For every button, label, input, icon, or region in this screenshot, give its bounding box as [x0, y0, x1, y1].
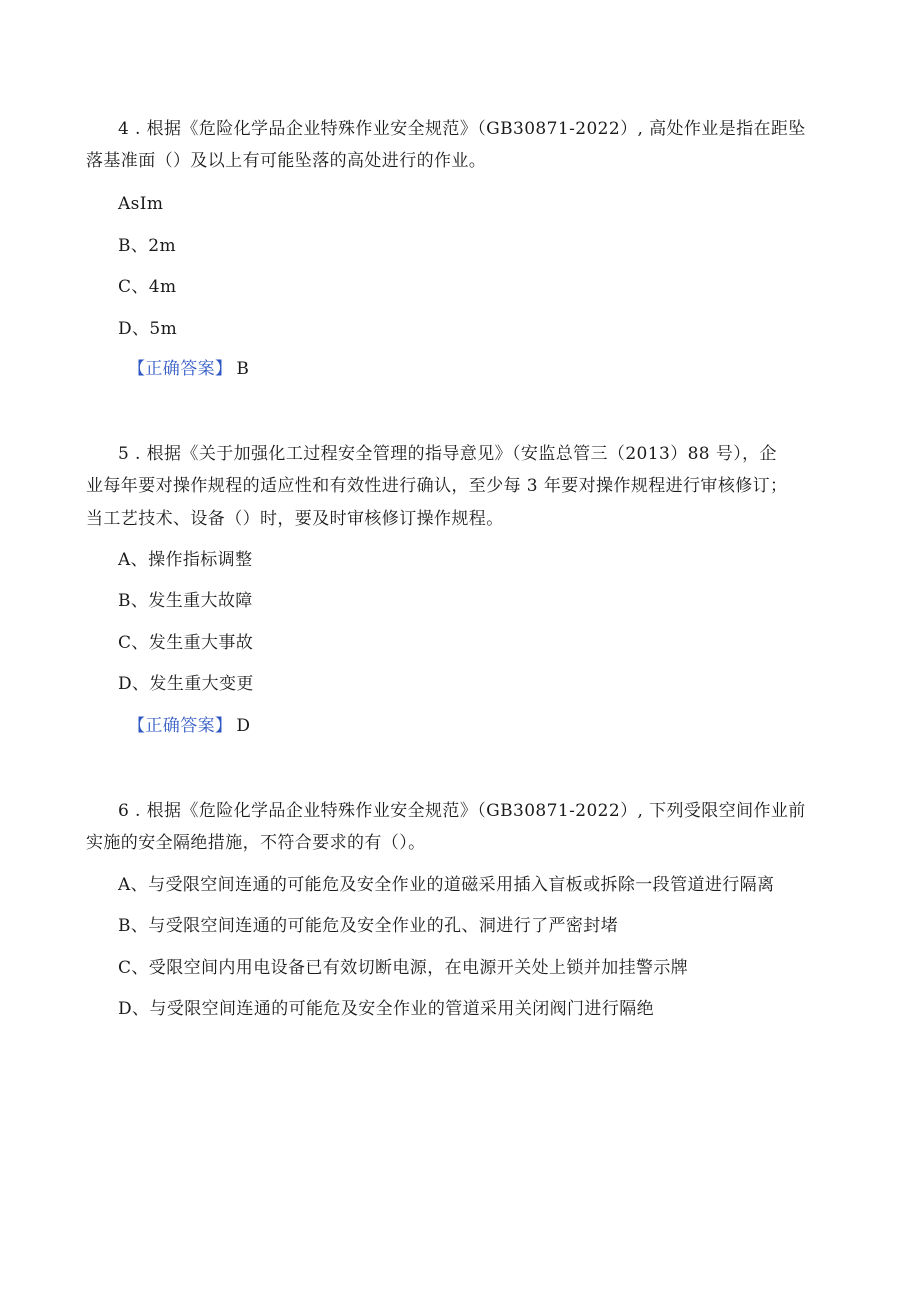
- q4-stem-line-1: 4 . 根据《危险化学品企业特殊作业安全规范》（GB30871-2022）, 高处作业是指在距坠: [118, 119, 806, 139]
- q6-option-a: A、与受限空间连通的可能危及安全作业的道磁采用插入盲板或拆除一段管道进行隔离: [118, 875, 775, 895]
- q5-answer: [128, 715, 878, 737]
- q5-option-b: B、发生重大故障: [118, 591, 253, 611]
- q4-answer: [128, 358, 878, 380]
- q6-stem-line-1: 6 . 根据《危险化学品企业特殊作业安全规范》（GB30871-2022）, 下列受限空间作业前: [118, 801, 806, 821]
- q4-option-c: C、4m: [118, 277, 177, 297]
- q4-option-d: D、5m: [118, 319, 178, 339]
- q5-stem-line-1: 5 . 根据《关于加强化工过程安全管理的指导意见》（安监总管三（2013）88 号），企: [118, 444, 777, 464]
- q4-stem-line-2: 落基准面（）及以上有可能坠落的高处进行的作业。: [86, 151, 487, 171]
- q5-stem-line-3: 当工艺技术、设备（）时，要及时审核修订操作规程。: [86, 509, 504, 529]
- q6-stem-line-2: 实施的安全隔绝措施，不符合要求的有（）。: [86, 833, 426, 853]
- q5-answer-value: D: [236, 716, 251, 736]
- q5-option-d: D、发生重大变更: [118, 674, 254, 694]
- q4-option-a: AsIm: [118, 194, 164, 214]
- q5-stem-line-2: 业每年要对操作规程的适应性和有效性进行确认，至少每 3 年要对操作规程进行审核修订；: [86, 476, 788, 496]
- q6-option-c: C、受限空间内用电设备已有效切断电源，在电源开关处上锁并加挂警示牌: [118, 958, 689, 978]
- q5-option-a: A、操作指标调整: [118, 550, 253, 570]
- q4-option-b: B、2m: [118, 236, 177, 256]
- q4-answer-label: 【正确答案】: [128, 359, 233, 379]
- q5-option-c: C、发生重大事故: [118, 633, 254, 653]
- q4-answer-value: B: [236, 359, 250, 379]
- q6-option-d: D、与受限空间连通的可能危及安全作业的管道采用关闭阀门进行隔绝: [118, 999, 655, 1019]
- q6-option-b: B、与受限空间连通的可能危及安全作业的孔、洞进行了严密封堵: [118, 916, 619, 936]
- q5-answer-label: 【正确答案】: [128, 716, 233, 736]
